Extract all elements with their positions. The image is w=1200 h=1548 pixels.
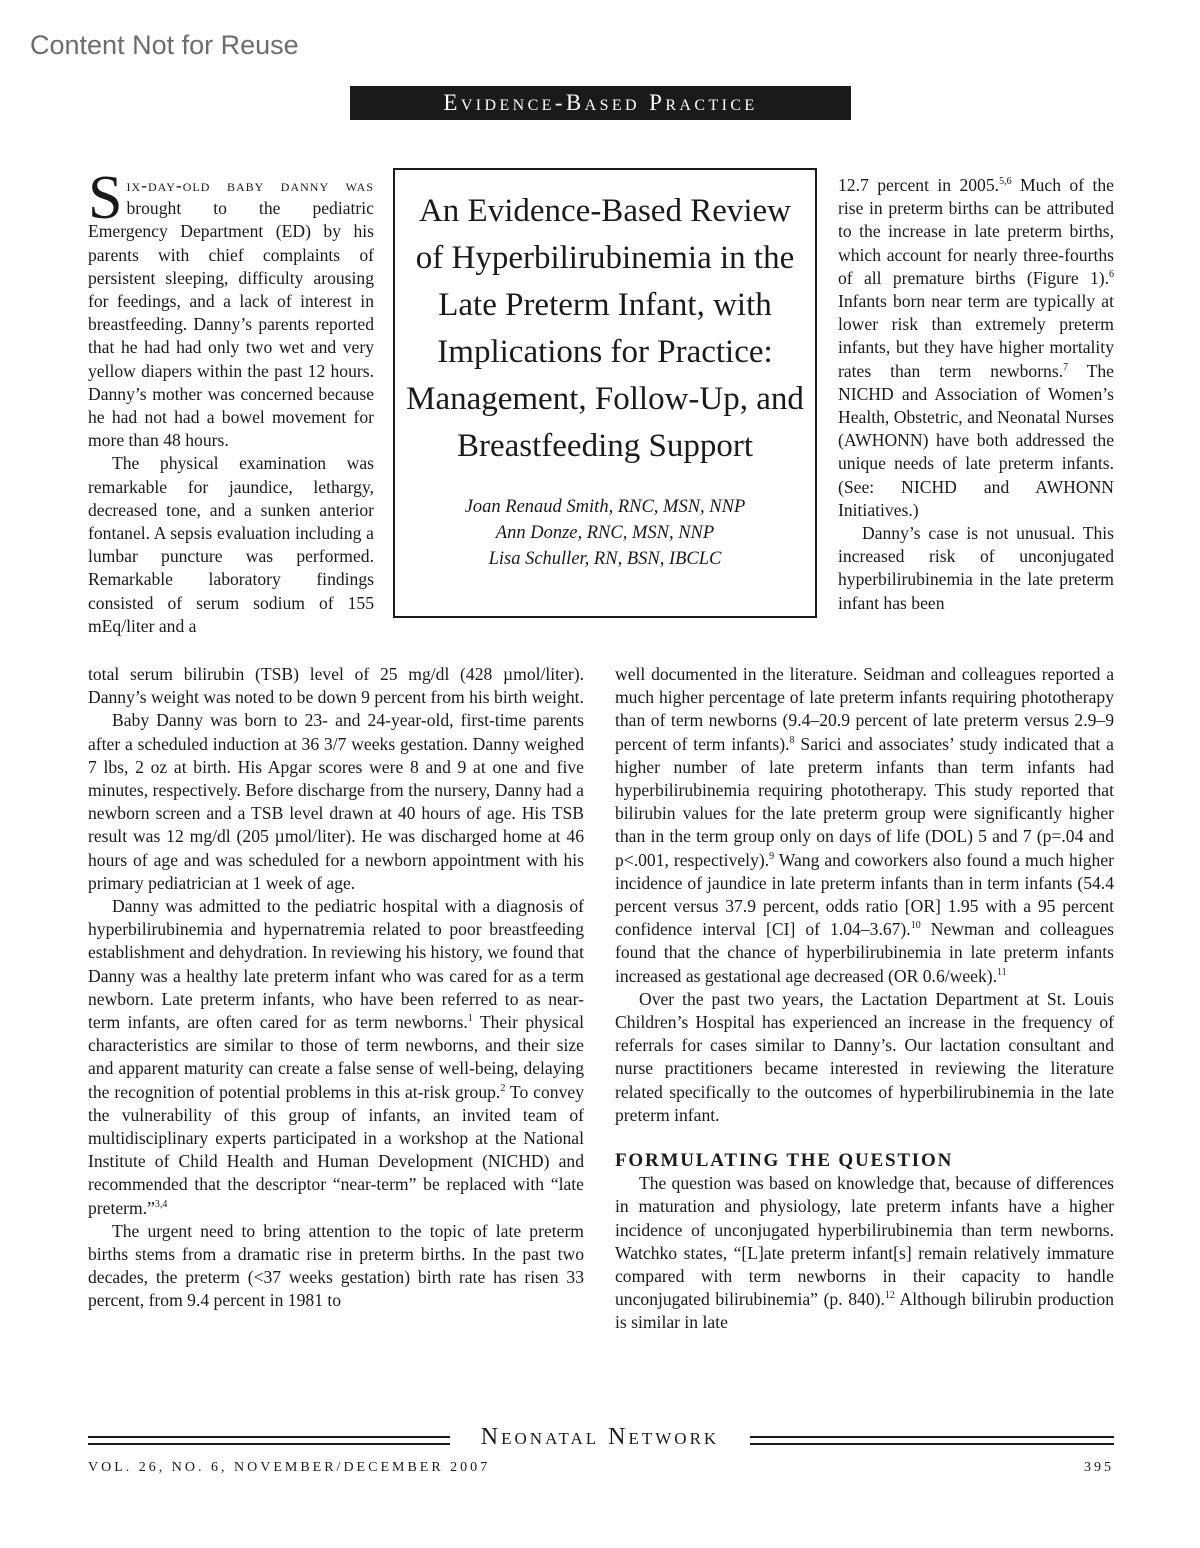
paragraph-text: Over the past two years, the Lactation Department at St. Louis Children’s Hospital has experienced an increase in the frequency of referrals for cases similar to Danny’s. Our lactation consultant and nurse practitioners became interested in reviewing the literature related specifically to the outcomes of hyperbilirubinemia in the late preterm infant. xyxy=(615,988,1114,1125)
reference-marker: 8 xyxy=(789,734,795,746)
article-title-box xyxy=(393,168,817,618)
column-right-bottom xyxy=(615,663,1114,1335)
author-name: Lisa Schuller, RN, BSN, IBCLC xyxy=(488,549,722,569)
paragraph-text: The urgent need to bring attention to the topic of late preterm births stems from a dramatic rise in preterm births. In the past two decades, the preterm (<37 weeks gestation) birth rate has risen 33 percent, from 9.4 percent in 1981 to xyxy=(88,1220,584,1311)
paragraph-text: Danny’s case is not unusual. This increased risk of unconjugated hyperbilirubinemia in the late preterm infant has been xyxy=(838,523,1114,613)
paragraph-text: Newman and colleagues found that the chance of hyperbilirubinemia in late preterm infants increased as gestational age decreased (OR 0.6/week). xyxy=(615,919,1115,986)
paragraph-text: Infants born near term are typically at lower risk than extremely preterm infants, but they have higher mortality rates than term newborns. xyxy=(838,291,1114,381)
footer-issue: VOL. 26, NO. 6, NOVEMBER/DECEMBER 2007 xyxy=(88,1460,491,1475)
author-list xyxy=(395,494,815,572)
paragraph-text: The NICHD and Association of Women’s Health, Obstetric, and Neonatal Nurses (AWHONN) have both addressed the unique needs of late preterm infants. (See: NICHD and AWHONN Initiatives.) xyxy=(838,360,1114,520)
author-name: Ann Donze, RNC, MSN, NNP xyxy=(495,523,715,543)
paragraph-lactation xyxy=(615,988,1114,1127)
paragraph-preterm-rise xyxy=(88,1220,584,1313)
paragraph-admission xyxy=(88,895,584,1220)
paragraph-exam-continued xyxy=(88,663,584,709)
opening-smallcaps: ix-day-old baby danny was xyxy=(126,175,374,195)
reference-marker: 6 xyxy=(1109,268,1114,280)
paragraph-text: The physical examination was remarkable for jaundice, lethargy, decreased tone, and a sunken anterior fontanel. A sepsis evaluation including a lumbar puncture was performed. Remarkable laboratory findings consisted of serum sodium of 155 mEq/liter and a xyxy=(88,453,374,636)
paragraph-text: well documented in the literature. Seidman and colleagues reported a much higher percentage of late preterm infants requiring phototherapy than of term newborns (9.4–20.9 percent of late preterm versus 2.9–9 percent of term infants). xyxy=(615,664,1114,754)
paragraph-question xyxy=(615,1172,1114,1334)
footer-rule-left xyxy=(88,1436,450,1445)
paragraph-text: To convey the vulnerability of this group of infants, an invited team of multidisciplinary experts participated in a workshop at the National Institute of Child Health and Human Development (NICHD) and recommended that the descriptor “near-term” be replaced with “late preterm.” xyxy=(88,1081,584,1218)
drop-cap: S xyxy=(88,164,123,232)
paragraph-text: brought to the pediatric Emergency Department (ED) by his parents with chief complaints of persistent sleeping, difficulty arousing for feedings, and a lack of interest in breastfeeding. Danny’s parents reported that he had had only two wet and very yellow diapers within the past 12 hours. Danny’s mother was concerned because he had not had a bowel movement for more than 48 hours. xyxy=(88,198,374,451)
paragraph-text: The question was based on knowledge that, because of differences in maturation and physiology, late preterm infants have a higher incidence of unconjugated hyperbilirubinemia than term newborns. Watchko states, “[L]ate preterm infant[s] remain relatively immature compared with term newborns in their capacity to handle unconjugated bilirubinemia” (p. 840). xyxy=(615,1173,1114,1310)
reference-marker: 10 xyxy=(910,920,921,932)
section-banner: Evidence-Based Practice xyxy=(350,86,851,120)
journal-name: Neonatal Network xyxy=(480,1424,720,1450)
paragraph-text: Wang and coworkers also found a much higher incidence of jaundice in late preterm infants than in term infants (54.4 percent versus 37.9 percent, odds ratio [OR] 1.95 with a 95 percent confidence interval [CI] of 1.04–3.67). xyxy=(615,849,1114,940)
column-left-bottom xyxy=(88,663,584,1313)
paragraph-opening xyxy=(88,164,374,452)
reference-marker: 11 xyxy=(997,966,1007,978)
reference-marker: 1 xyxy=(467,1013,473,1025)
paragraph-birth-history xyxy=(88,709,584,895)
column-left-top xyxy=(88,164,374,638)
section-heading: FORMULATING THE QUESTION xyxy=(615,1150,954,1172)
paragraph-exam xyxy=(88,452,374,638)
reference-marker: 9 xyxy=(769,850,775,862)
page-number: 395 xyxy=(1084,1460,1114,1475)
reference-marker: 5,6 xyxy=(999,176,1012,188)
paragraph-text: Baby Danny was born to 23- and 24-year-old, first-time parents after a scheduled induction at 36 3/7 weeks gestation. Danny weighed 7 lbs, 2 oz at birth. His Apgar scores were 8 and 9 at one and five minutes, respectively. Before discharge from the nursery, Danny had a newborn screen and a TSB level drawn at 40 hours of age. His TSB result was 12 mg/dl (205 µmol/liter). He was discharged home at 46 hours of age and was scheduled for a newborn appointment with his primary pediatrician at 1 week of age. xyxy=(88,710,584,893)
paragraph-literature xyxy=(615,663,1114,988)
article-title: An Evidence-Based Review of Hyperbilirubinemia in the Late Preterm Infant, with Implications for Practice: Management, Follow-Up, and Breastfeeding Support xyxy=(406,193,804,464)
footer-rule-right xyxy=(750,1436,1114,1445)
paragraph-text: total serum bilirubin (TSB) level of 25 mg/dl (428 µmol/liter). Danny’s weight was noted to be down 9 percent from his birth weight. xyxy=(88,664,584,708)
watermark: Content Not for Reuse xyxy=(30,30,299,60)
author-name: Joan Renaud Smith, RNC, MSN, NNP xyxy=(464,497,746,517)
paragraph-not-unusual xyxy=(838,522,1114,615)
reference-marker: 12 xyxy=(884,1290,895,1302)
reference-marker: 7 xyxy=(1063,361,1069,373)
paragraph-text: Danny was admitted to the pediatric hospital with a diagnosis of hyperbilirubinemia and hypernatremia related to poor breastfeeding establishment and dehydration. In reviewing his history, we found that Danny was a healthy late preterm infant who was cared for as a term newborn. Late preterm infants, who have been referred to as near-term infants, are often cared for as term newborns. xyxy=(88,896,584,1033)
reference-marker: 3,4 xyxy=(154,1198,168,1210)
paragraph-text: Much of the rise in preterm births can be attributed to the increase in late preterm births, which account for nearly three-fourths of all premature births (Figure 1). xyxy=(838,175,1114,288)
paragraph-text: Although bilirubin production is similar in late xyxy=(615,1289,1115,1333)
column-right-top xyxy=(838,174,1114,615)
paragraph-text: Their physical characteristics are similar to those of term newborns, and their size and apparent maturity can create a false sense of well-being, delaying the recognition of potential problems in this at-risk group. xyxy=(88,1012,585,1102)
paragraph-text: Sarici and associates’ study indicated that a higher number of late preterm infants than term infants had hyperbilirubinemia requiring phototherapy. This study reported that bilirubin values for the late preterm group were significantly higher than in the term group only on days of life (DOL) 5 and 7 (p=.04 and p<.001, respectively). xyxy=(615,733,1114,870)
paragraph-text: 12.7 percent in 2005. xyxy=(838,175,1000,195)
paragraph-preterm-rise-continued xyxy=(838,174,1114,522)
reference-marker: 2 xyxy=(500,1082,506,1094)
